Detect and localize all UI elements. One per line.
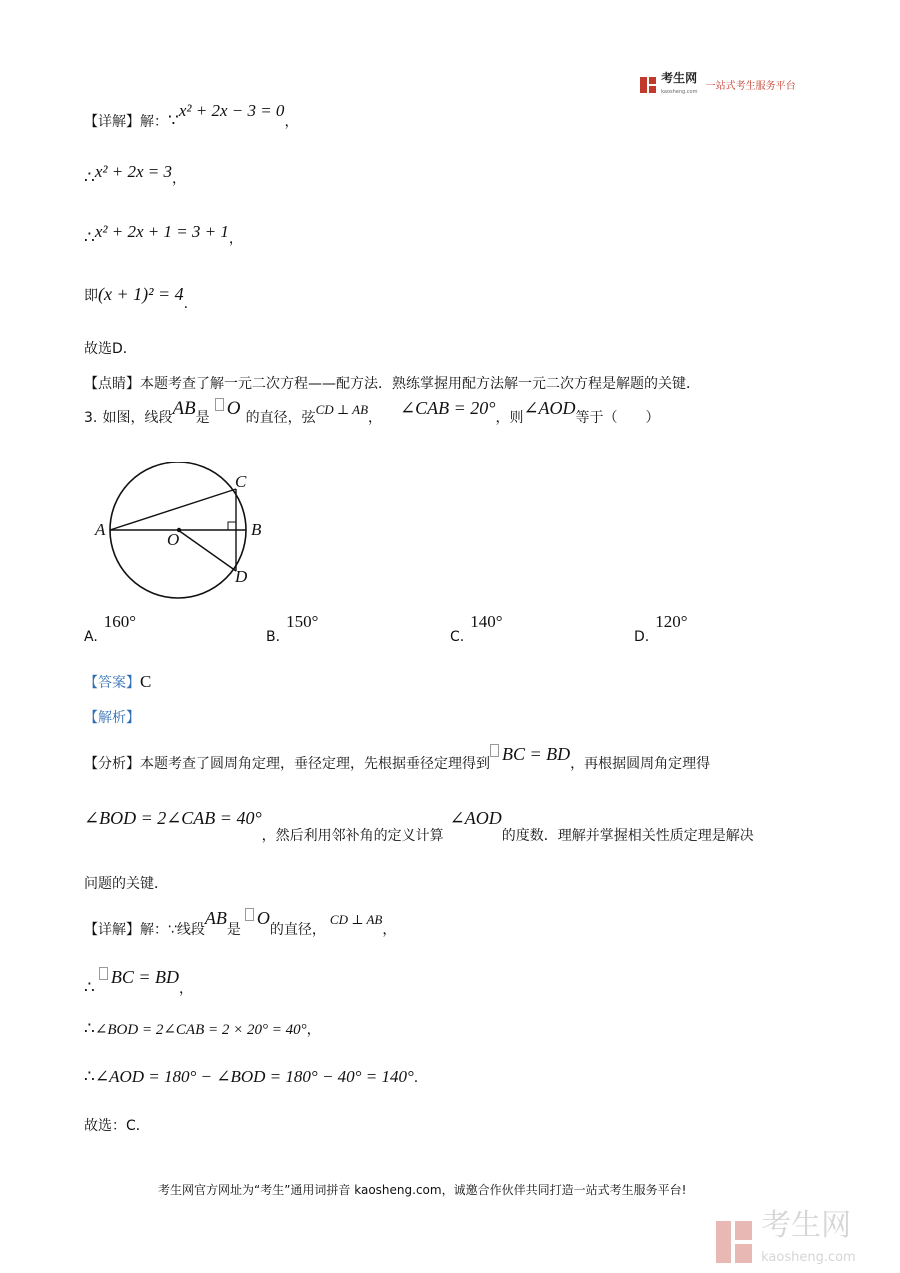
because-symbol: ∵ xyxy=(168,111,179,130)
label-b: B xyxy=(251,520,262,539)
detail-label: 【详解】解： xyxy=(84,114,168,130)
watermark-logo xyxy=(716,1208,856,1271)
label-c: C xyxy=(235,472,247,491)
detail-line-3: ∴∠BOD = 2∠CAB = 2 × 20° = 40°， xyxy=(84,1019,321,1038)
option-a[interactable]: A.160° xyxy=(84,612,137,645)
kaosheng-logo-icon xyxy=(640,77,656,93)
equation-3: x² + 2x + 1 = 3 + 1 xyxy=(94,222,229,241)
right-angle-mark xyxy=(228,522,236,530)
prev-choice: 故选D． xyxy=(84,341,137,357)
option-b[interactable]: B.150° xyxy=(266,612,319,645)
logo-domain: kaosheng.com xyxy=(661,89,698,95)
radius-od xyxy=(178,530,236,571)
prev-detail-line-4: 即(x + 1)² = 4. xyxy=(84,284,189,312)
chord-ac xyxy=(110,489,236,530)
question-number: 3. xyxy=(84,410,98,426)
prev-comment: 【点睛】本题考查了解一元二次方程——配方法．熟练掌握用配方法解一元二次方程是解题的关键． xyxy=(84,376,700,392)
analysis-para-2: ∠BOD = 2∠CAB = 40°，然后利用邻补角的定义计算∠AOD的度数．理解并掌握相关性质定理是解决 xyxy=(84,808,754,844)
label-d: D xyxy=(235,567,248,586)
watermark-domain: kaosheng.com xyxy=(761,1250,856,1265)
watermark-brand: 考生网 xyxy=(761,1208,852,1243)
logo-slogan: 一站式考生服务平台 xyxy=(705,81,796,92)
detail-line-1: 【详解】解：∵线段AB是O的直径，CD ⊥ AB， xyxy=(84,908,397,938)
equation-1: x² + 2x − 3 = 0 xyxy=(178,101,285,120)
watermark-logo-icon xyxy=(716,1221,752,1263)
analysis-para-1: 【分析】本题考查了圆周角定理，垂径定理，先根据垂径定理得到 BC = BD，再根据圆周角定理得 xyxy=(84,744,711,772)
logo-brand: 考生网 xyxy=(661,71,698,85)
detail-line-4: ∴∠AOD = 180° − ∠BOD = 180° − 40° = 140°. xyxy=(84,1067,419,1086)
analysis-label: 【解析】 xyxy=(84,710,140,726)
option-c[interactable]: C.140° xyxy=(450,612,503,645)
analysis-para-3: 问题的关键． xyxy=(84,876,168,892)
detail-line-2: ∴BC = BD， xyxy=(84,967,193,997)
footer-text: 考生网官方网址为“考生”通用词拼音 kaosheng.com，诚邀合作伙伴共同打造一站式考生服务平台! xyxy=(158,1183,687,1197)
header-logo[interactable] xyxy=(640,72,796,97)
circle-symbol-placeholder xyxy=(215,398,224,411)
arc-symbol-placeholder xyxy=(490,744,499,757)
prev-detail-line-1: 【详解】解：∵x² + 2x − 3 = 0， xyxy=(84,101,299,130)
final-choice: 故选：C． xyxy=(84,1118,150,1134)
therefore-symbol: ∴ xyxy=(84,168,95,187)
question-stem: 3. 如图，线段AB是 O 的直径，弦$^{CD \perp AB}$， ∠CAB = 20°，则∠AOD等于（ ） xyxy=(84,398,660,426)
prev-detail-line-2: ∴x² + 2x = 3， xyxy=(84,162,186,187)
equation-4: (x + 1)² = 4 xyxy=(98,284,184,304)
label-o: O xyxy=(167,530,180,549)
answer-value: C xyxy=(140,672,152,691)
option-d[interactable]: D.120° xyxy=(634,612,688,645)
equation-2: x² + 2x = 3 xyxy=(94,162,172,181)
answer-line xyxy=(84,672,151,692)
therefore-symbol: ∴ xyxy=(84,228,95,247)
label-a: A xyxy=(95,520,106,539)
answer-label: 【答案】 xyxy=(84,675,140,691)
prev-detail-line-3: ∴x² + 2x + 1 = 3 + 1， xyxy=(84,222,243,247)
